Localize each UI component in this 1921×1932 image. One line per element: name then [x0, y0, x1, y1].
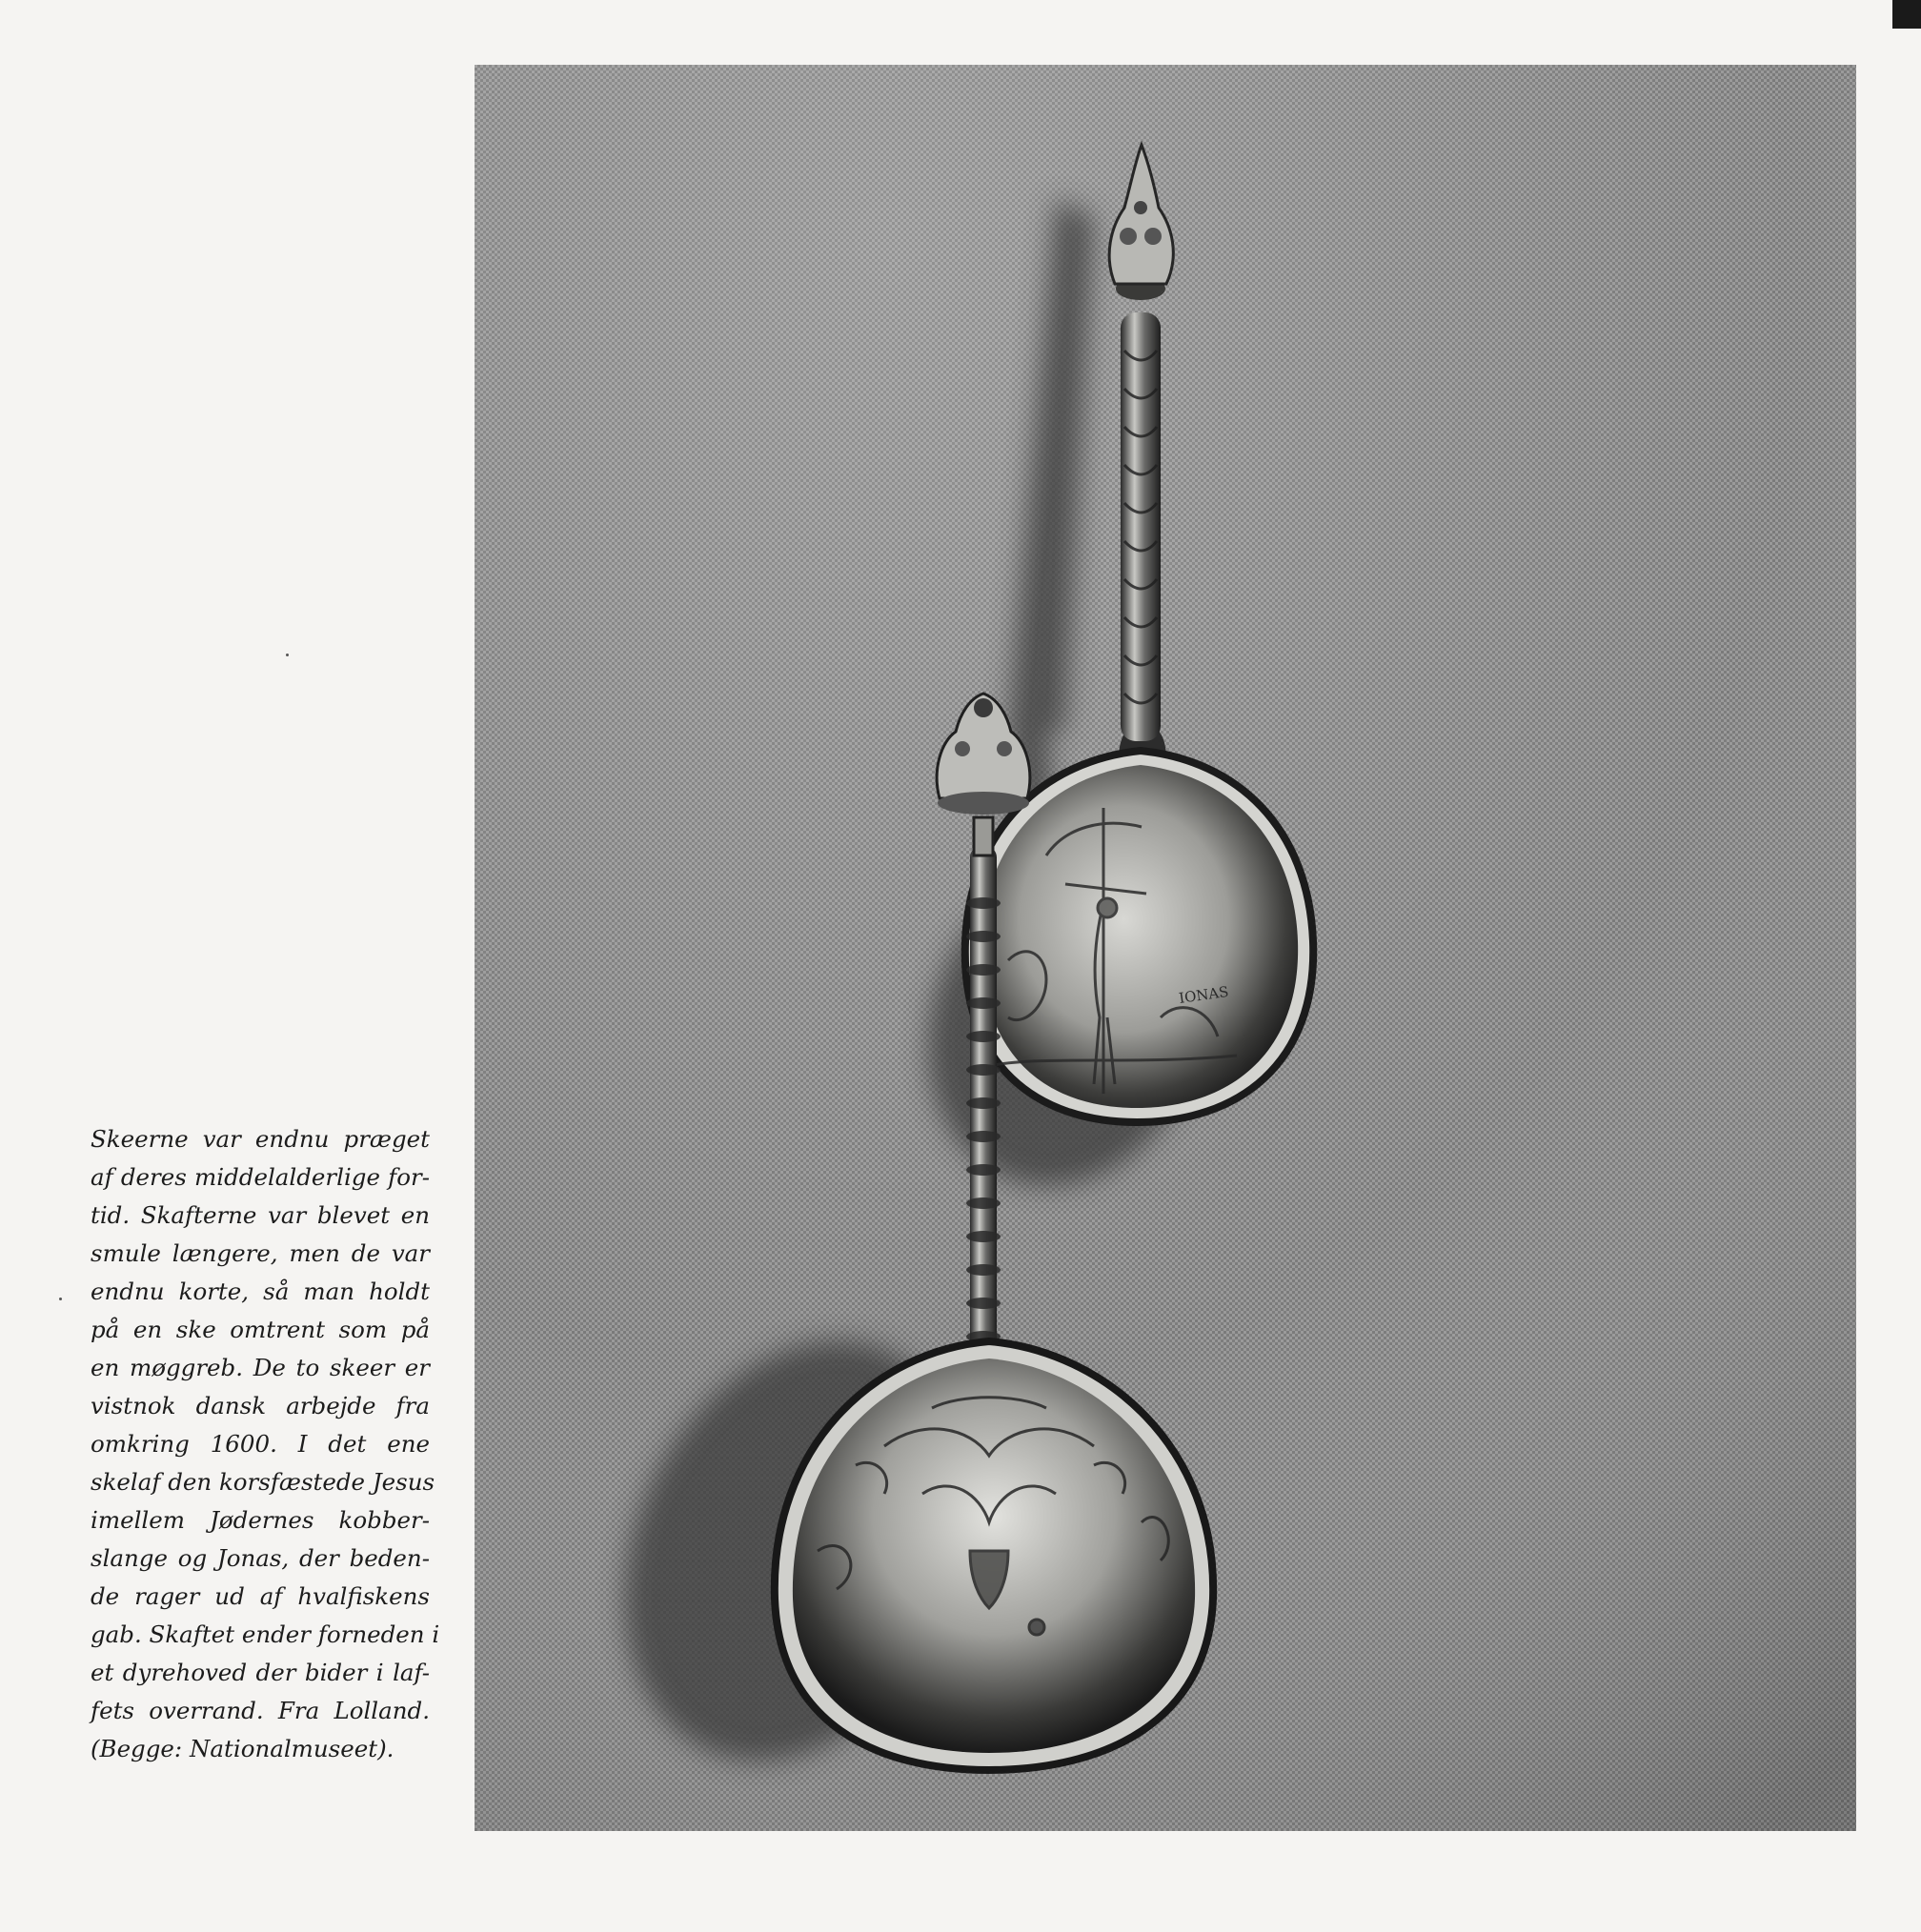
figure-caption: [91, 1120, 440, 1768]
paper-speck: [59, 1298, 62, 1300]
caption-line: imellem Jødernes kobber-: [91, 1506, 430, 1534]
caption-line: tid. Skafterne var blevet en: [91, 1201, 430, 1229]
caption-line: Skeerne var endnu præget: [91, 1125, 430, 1153]
ornate-handle: [1121, 312, 1161, 741]
paper-speck: [286, 654, 289, 656]
caption-line: fets overrand. Fra Lolland.: [91, 1697, 430, 1724]
photo-svg: [475, 65, 1856, 1831]
caption-line: endnu korte, så man holdt: [91, 1278, 430, 1305]
caption-line: en møggreb. De to skeer er: [91, 1354, 430, 1381]
caption-line: et dyrehoved der bider i laf-: [91, 1659, 430, 1686]
caption-line: (Begge: Nationalmuseet).: [91, 1735, 394, 1762]
caption-line: på en ske omtrent som på: [91, 1316, 430, 1343]
caption-line: vistnok dansk arbejde fra: [91, 1392, 430, 1419]
page-corner-edge: [1892, 0, 1921, 29]
caption-line: smule længere, men de var: [91, 1239, 430, 1267]
caption-line: de rager ud af hvalfiskens: [91, 1582, 430, 1610]
engraved-text: IONAS: [1178, 982, 1230, 1007]
caption-line: slange og Jonas, der beden-: [91, 1544, 430, 1572]
caption-line: gab. Skaftet ender forneden i: [91, 1620, 440, 1648]
caption-line: af deres middelalderlige for-: [91, 1163, 430, 1191]
caption-line: skelaf den korsfæstede Jesus: [91, 1468, 435, 1496]
spoons-photograph: [475, 65, 1856, 1831]
caption-line: omkring 1600. I det ene: [91, 1430, 430, 1458]
